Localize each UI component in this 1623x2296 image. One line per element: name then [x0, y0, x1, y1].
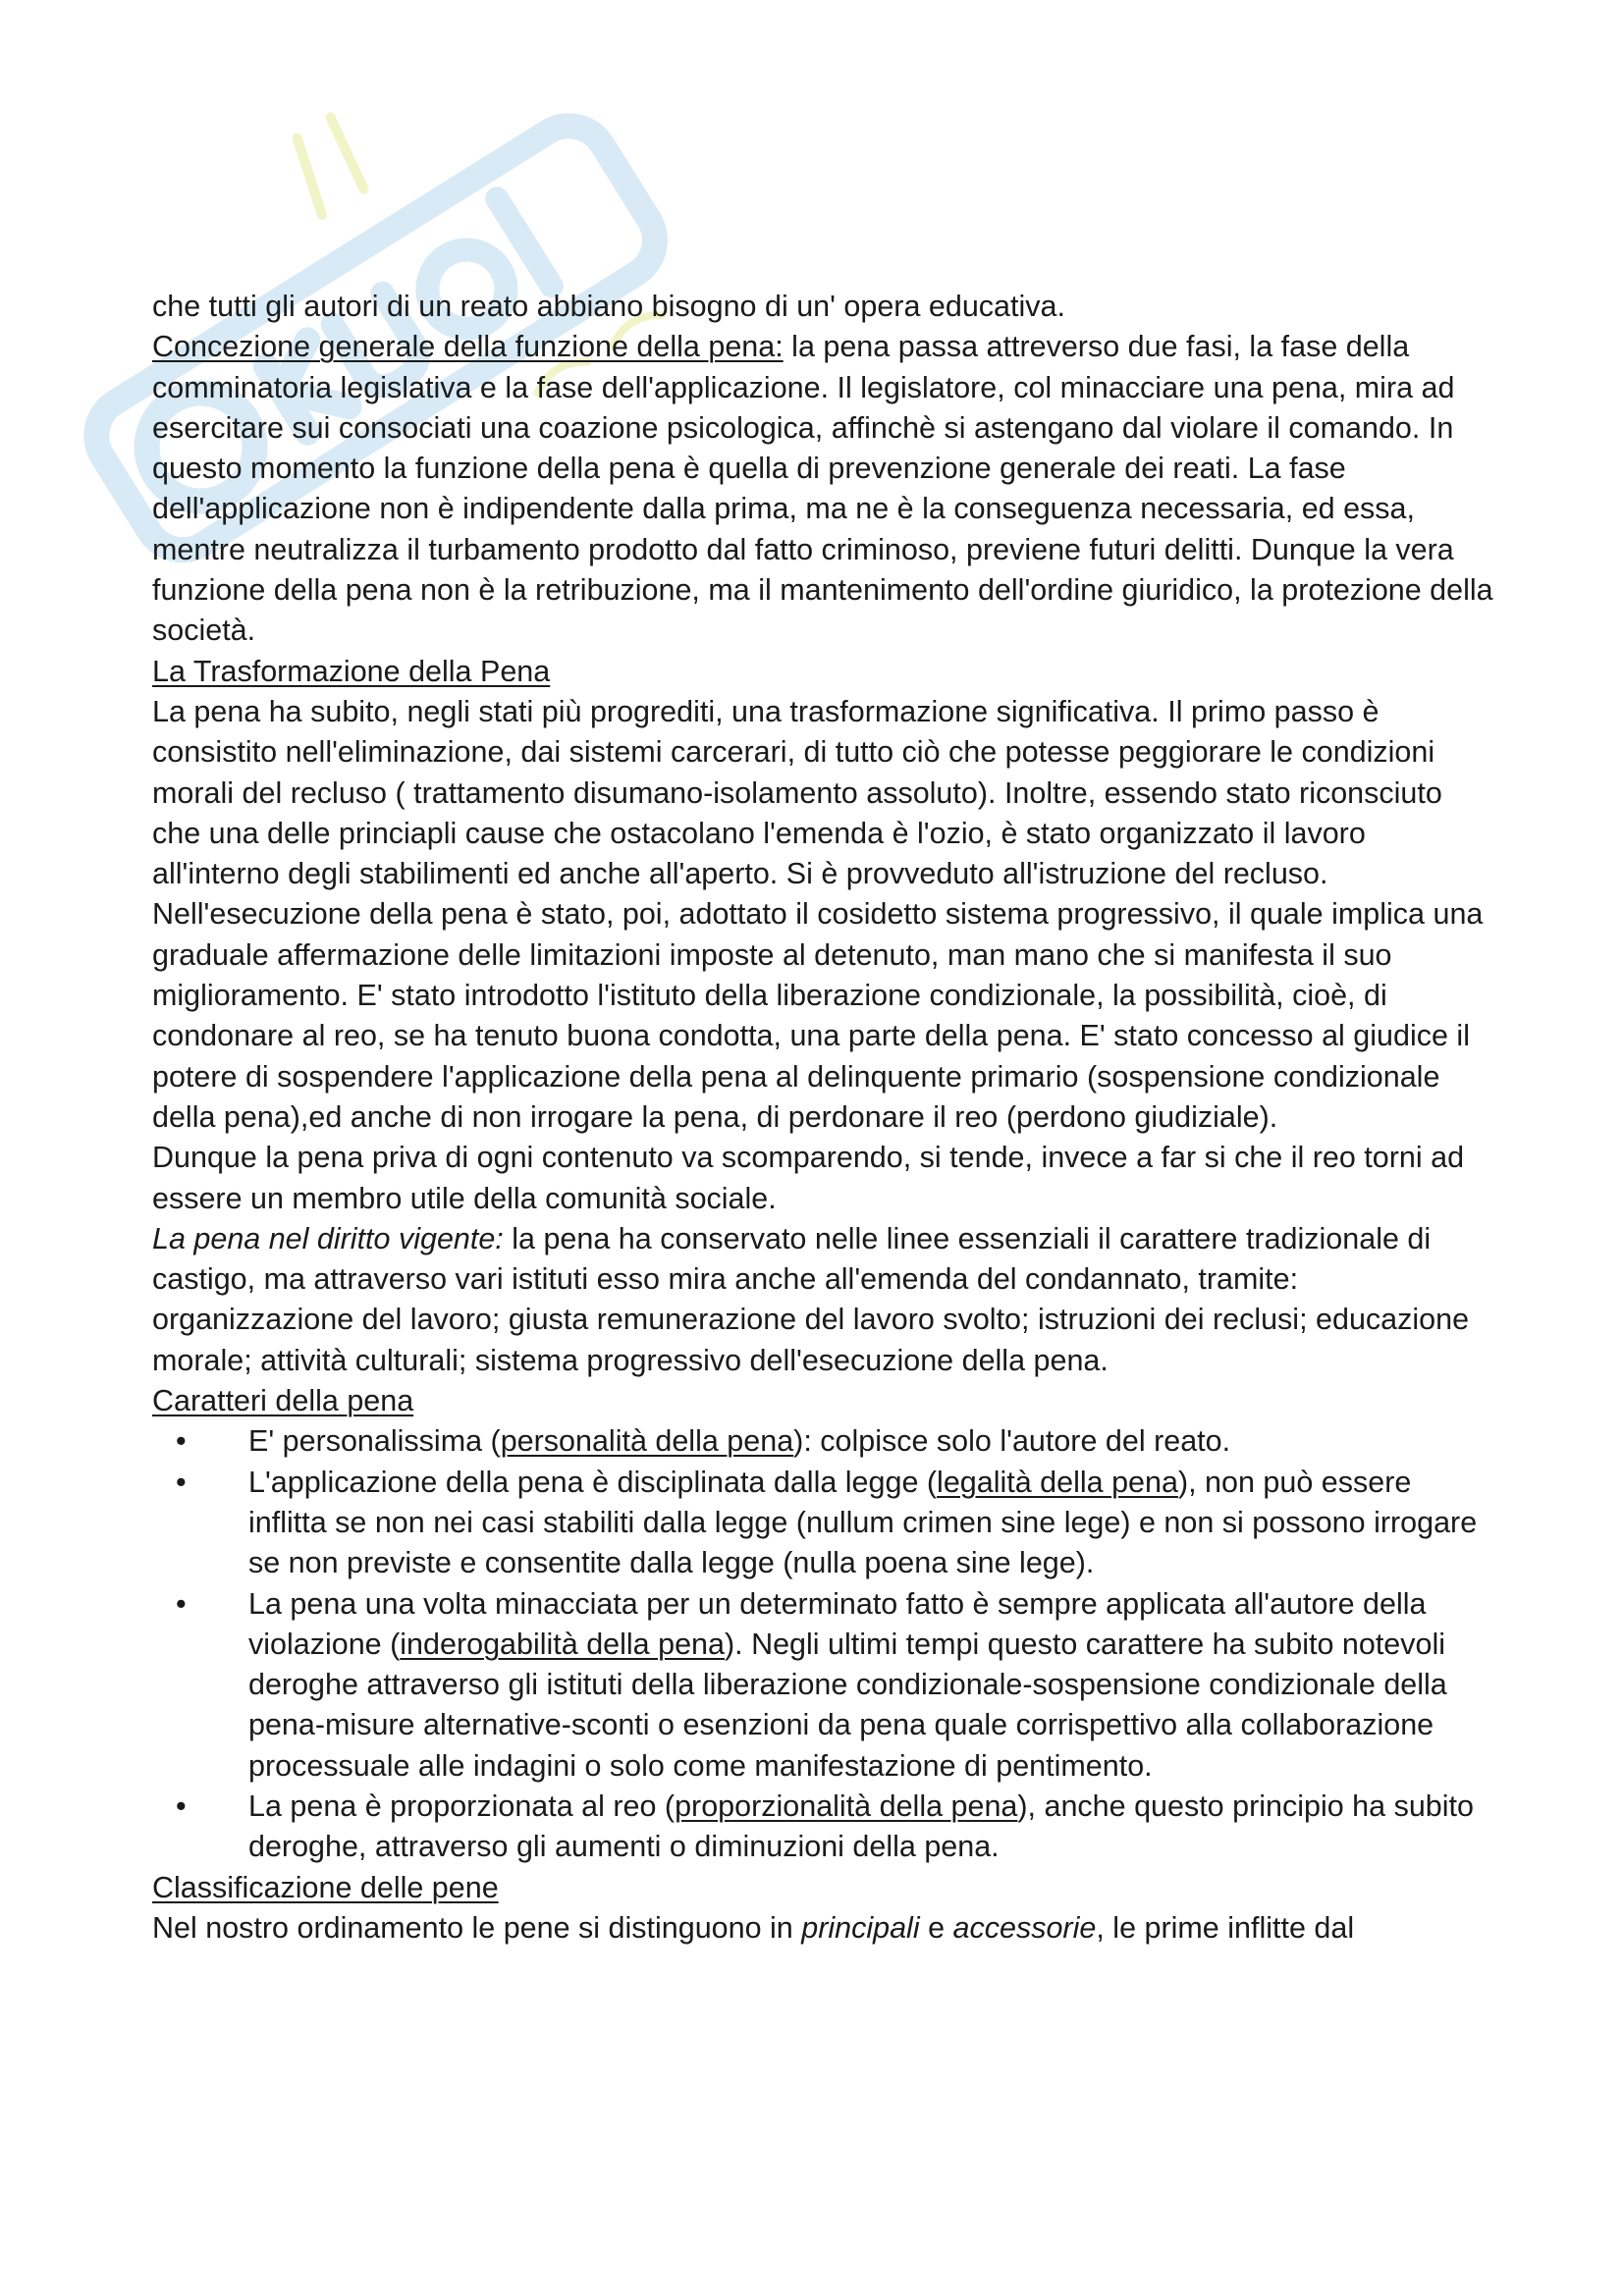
heading-diritto-vigente: La pena nel diritto vigente: — [152, 1221, 504, 1255]
heading-caratteri: Caratteri della pena — [152, 1384, 414, 1418]
bullet-term: personalità della pena — [500, 1424, 794, 1459]
heading-concezione-generale: Concezione generale della funzione della pena: — [152, 330, 784, 364]
caratteri-list — [152, 1421, 1497, 1867]
bullet-text: La pena è proporzionata al reo ( — [248, 1789, 676, 1823]
bullet-icon: • — [176, 1586, 187, 1621]
document-body — [152, 287, 1497, 1949]
bullet-text: E' personalissima ( — [248, 1424, 501, 1459]
bullet-icon: • — [176, 1424, 187, 1459]
term-principali: principali — [801, 1910, 920, 1945]
paragraph-funzione-pena — [152, 327, 1497, 651]
paragraph-text: la pena ha conservato nelle linee essenziali il carattere tradizionale di castigo, ma attraverso vari istituti esso mira anche all'emenda del condannato, tramite: organizzazione del lavoro; giusta remunerazione del lavoro svolto; istruzioni dei reclusi; educazione morale; attività culturali; sistema progressivo dell'esecuzione della pena. — [152, 1221, 1470, 1377]
paragraph-text: e — [919, 1910, 953, 1945]
bullet-term: proporzionalità della pena — [675, 1789, 1018, 1823]
bullet-term: inderogabilità della pena — [400, 1627, 725, 1661]
bullet-icon: • — [176, 1789, 187, 1823]
paragraph-text: la pena passa attreverso due fasi, la fase della comminatoria legislativa e la fase dell'applicazione. Il legislatore, col minacciare una pena, mira ad esercitare sui consociati una coazione psicologica, affinchè si astengano dal violare il comando. In questo momento la funzione della pena è quella di prevenzione generale dei reati. La fase dell'applicazione non è indipendente dalla prima, ma ne è la conseguenza necessaria, ed essa, mentre neutralizza il turbamento prodotto dal fatto criminoso, previene futuri delitti. Dunque la vera funzione della pena non è la retribuzione, ma il mantenimento dell'ordine giuridico, la protezione della società. — [152, 330, 1493, 648]
bullet-text: ): colpisce solo l'autore del reato. — [793, 1424, 1231, 1459]
list-item — [152, 1463, 1497, 1584]
bullet-text: La pena una volta minacciata per un determinato fatto è sempre applicata all'autore della violazione ( — [248, 1586, 1427, 1661]
bullet-icon: • — [176, 1465, 187, 1499]
heading-classificazione: Classificazione delle pene — [152, 1870, 499, 1904]
bullet-term: legalità della pena — [937, 1465, 1178, 1499]
list-item — [152, 1584, 1497, 1787]
list-item — [152, 1421, 1497, 1462]
list-item — [152, 1787, 1497, 1868]
heading-trasformazione: La Trasformazione della Pena — [152, 654, 551, 688]
paragraph-trasformazione: La pena ha subito, negli stati più progrediti, una trasformazione significativa. Il primo passo è consistito nell'eliminazione, dai sistemi carcerari, di tutto ciò che potesse peggiorare le condizioni morali del recluso ( trattamento disumano-isolamento assoluto). Inoltre, essendo stato riconsciuto che una delle princiapli cause che ostacolano l'emenda è l'ozio, è stato organizzato il lavoro all'interno degli stabilimenti ed anche all'aperto. Si è provveduto all'istruzione del recluso. Nell'esecuzione della pena è stato, poi, adottato il cosidetto sistema progressivo, il quale implica una graduale affermazione delle limitazioni imposte al detenuto, man mano che si manifesta il suo miglioramento. E' stato introdotto l'istituto della liberazione condizionale, la possibilità, cioè, di condonare al reo, se ha tenuto buona condotta, una parte della pena. E' stato concesso al giudice il potere di sospendere l'applicazione della pena al delinquente primario (sospensione condizionale della pena),ed anche di non irrogare la pena, di perdonare il reo (perdono giudiziale). — [152, 694, 1484, 1134]
bullet-text: ), non può essere inflitta se non nei casi stabiliti dalla legge (nullum crimen sine lege) e non si possono irrogare se non previste e consentite dalla legge (nulla poena sine lege). — [248, 1465, 1478, 1580]
paragraph-classificazione — [152, 1908, 1497, 1949]
paragraph-diritto-vigente — [152, 1219, 1497, 1381]
paragraph-text: , le prime inflitte dal — [1096, 1910, 1355, 1945]
bullet-text: ), anche questo principio ha subito deroghe, attraverso gli aumenti o diminuzioni della pena. — [248, 1789, 1474, 1864]
paragraph-conclusione: Dunque la pena priva di ogni contenuto va scomparendo, si tende, invece a far si che il reo torni ad essere un membro utile della comunità sociale. — [152, 1141, 1465, 1215]
term-accessorie: accessorie — [952, 1910, 1097, 1945]
intro-line: che tutti gli autori di un reato abbiano bisogno di un' opera educativa. — [152, 290, 1065, 323]
paragraph-text: Nel nostro ordinamento le pene si distinguono in — [152, 1910, 802, 1945]
bullet-text: L'applicazione della pena è disciplinata dalla legge ( — [248, 1465, 938, 1499]
bullet-text: ). Negli ultimi tempi questo carattere ha subito notevoli deroghe attraverso gli istituti della liberazione condizionale-sospensione condizionale della pena-misure alternative-sconti o esenzioni da pena quale corrispettivo alla collaborazione processuale alle indagini o solo come manifestazione di pentimento. — [248, 1627, 1447, 1783]
